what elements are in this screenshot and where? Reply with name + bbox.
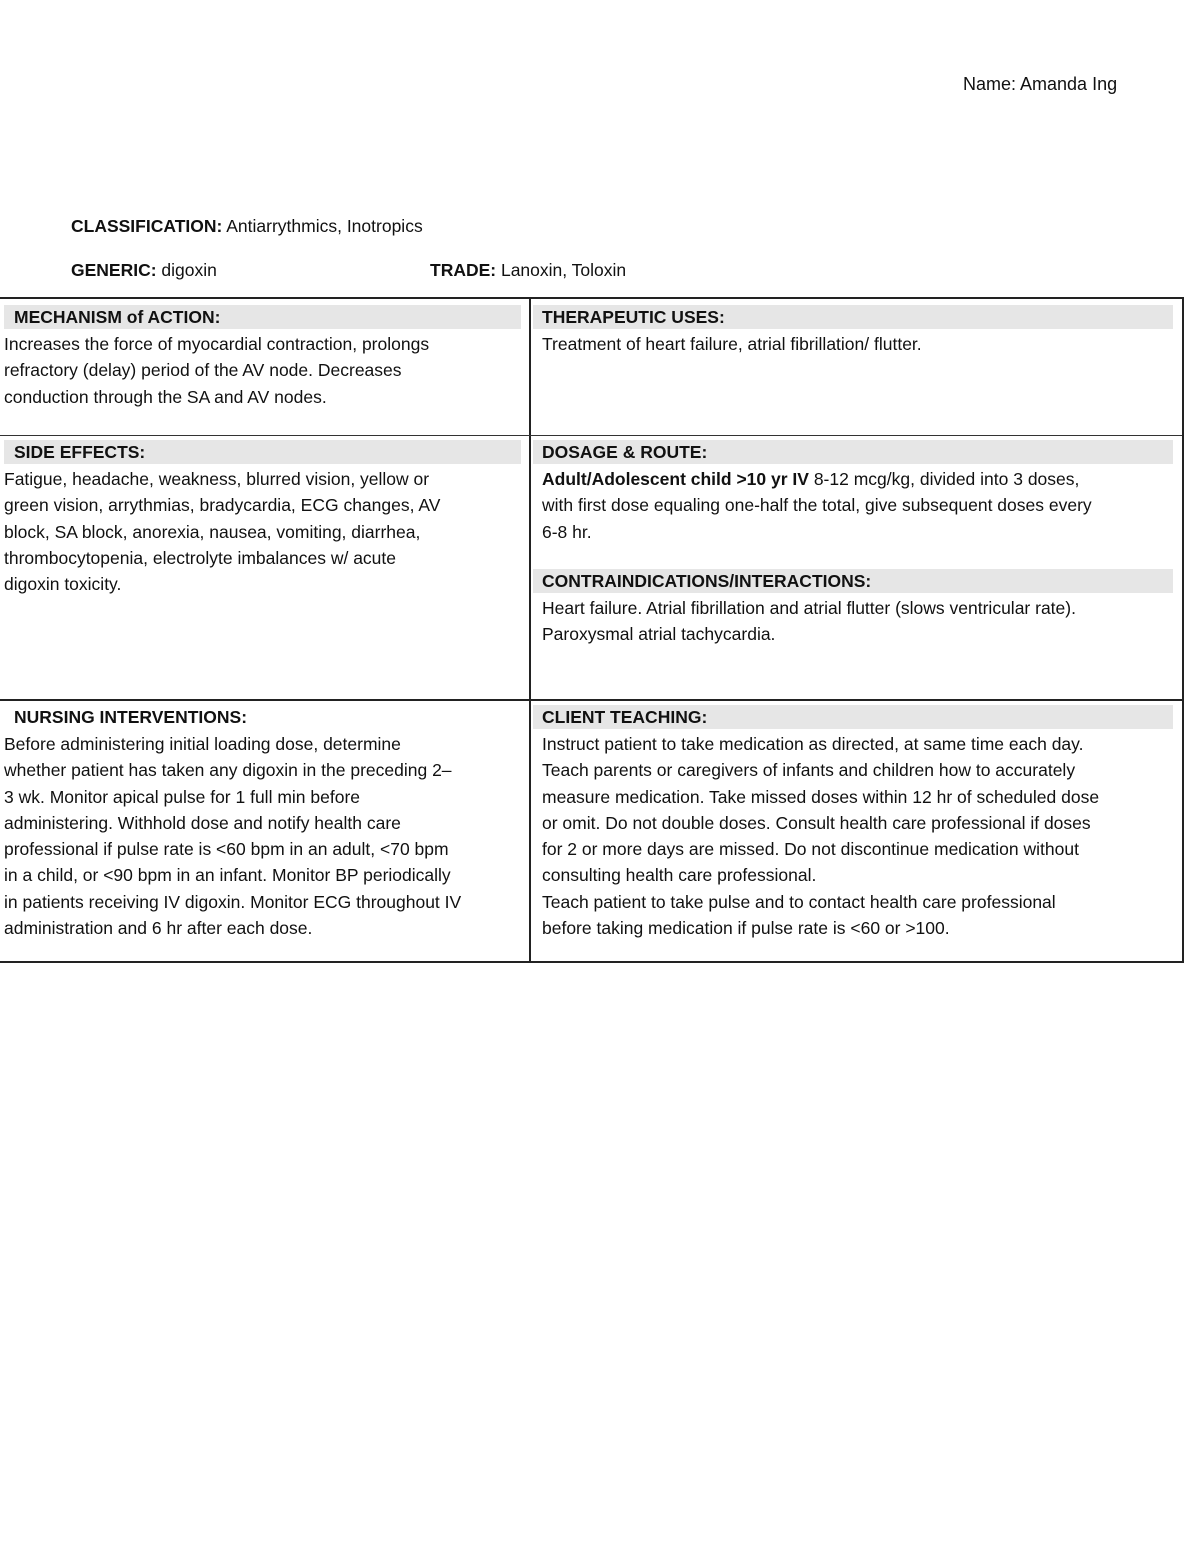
- teaching-line: Teach parents or caregivers of infants and children how to accurately: [542, 760, 1076, 781]
- nursing-line: administration and 6 hr after each dose.: [4, 918, 313, 939]
- teaching-line: or omit. Do not double doses. Consult health care professional if doses: [542, 812, 1091, 833]
- side-effects-title: SIDE EFFECTS:: [4, 440, 521, 464]
- dosage-cell: [533, 440, 1173, 545]
- mechanism-cell: [4, 305, 521, 410]
- dosage-body: [533, 464, 1173, 545]
- side-effects-cell: [4, 440, 521, 597]
- client-teaching-body: [533, 729, 1173, 941]
- dosage-line: [542, 466, 1173, 492]
- teaching-line: for 2 or more days are missed. Do not discontinue medication without: [542, 839, 1079, 860]
- side-effects-line: thrombocytopenia, electrolyte imbalances w/ acute: [4, 547, 397, 568]
- generic-line: [71, 260, 217, 281]
- therapeutic-uses-title: THERAPEUTIC USES:: [533, 305, 1173, 329]
- drug-card-table: [0, 297, 1184, 963]
- student-name: Name: Amanda Ing: [963, 74, 1118, 94]
- nursing-line: administering. Withhold dose and notify health care: [4, 812, 401, 833]
- nursing-line: in patients receiving IV digoxin. Monitor ECG throughout IV: [4, 891, 462, 912]
- client-teaching-cell: [533, 705, 1173, 941]
- trade-label: TRADE:: [430, 260, 497, 280]
- dosage-amount: 8-12 mcg/kg, divided into 3 doses,: [808, 469, 1080, 489]
- nursing-line: Before administering initial loading dose, determine: [4, 734, 401, 754]
- therapeutic-uses-body: [533, 329, 1173, 357]
- trade-value: Lanoxin, Toloxin: [496, 260, 627, 280]
- dosage-line: with first dose equaling one-half the total, give subsequent doses every: [542, 495, 1092, 516]
- side-effects-line: block, SA block, anorexia, nausea, vomiting, diarrhea,: [4, 521, 421, 542]
- teaching-line: before taking medication if pulse rate is <60 or >100.: [542, 918, 950, 939]
- mechanism-line: refractory (delay) period of the AV node. Decreases: [4, 360, 402, 381]
- contraindications-cell: [533, 569, 1173, 648]
- mechanism-line: Increases the force of myocardial contraction, prolongs: [4, 334, 430, 354]
- generic-label: GENERIC:: [71, 260, 157, 280]
- dosage-population: Adult/Adolescent child >10 yr IV: [542, 469, 809, 489]
- teaching-line: Teach patient to take pulse and to contact health care professional: [542, 891, 1056, 912]
- row-divider-1: [0, 435, 1182, 436]
- classification-line: [71, 216, 423, 237]
- therapeutic-uses-cell: [533, 305, 1173, 357]
- mechanism-line: conduction through the SA and AV nodes.: [4, 386, 327, 407]
- nursing-line: 3 wk. Monitor apical pulse for 1 full min before: [4, 786, 360, 807]
- dosage-line: 6-8 hr.: [542, 521, 592, 542]
- nursing-line: whether patient has taken any digoxin in the preceding 2–: [4, 760, 452, 781]
- side-effects-body: [4, 464, 521, 597]
- trade-line: [430, 260, 626, 281]
- mechanism-title: MECHANISM of ACTION:: [4, 305, 521, 329]
- teaching-line: measure medication. Take missed doses within 12 hr of scheduled dose: [542, 786, 1100, 807]
- client-teaching-title: CLIENT TEACHING:: [533, 705, 1173, 729]
- nursing-interventions-cell: [4, 705, 521, 941]
- nursing-interventions-body: [4, 729, 521, 941]
- contraindications-title: CONTRAINDICATIONS/INTERACTIONS:: [533, 569, 1173, 593]
- side-effects-line: green vision, arrythmias, bradycardia, ECG changes, AV: [4, 495, 441, 516]
- classification-label: CLASSIFICATION:: [71, 216, 223, 236]
- mechanism-body: [4, 329, 521, 410]
- teaching-line: consulting health care professional.: [542, 865, 817, 886]
- nursing-line: in a child, or <90 bpm in an infant. Monitor BP periodically: [4, 865, 451, 886]
- therapeutic-uses-line: Treatment of heart failure, atrial fibrillation/ flutter.: [542, 334, 922, 354]
- teaching-line: Instruct patient to take medication as directed, at same time each day.: [542, 734, 1084, 754]
- nursing-line: professional if pulse rate is <60 bpm in an adult, <70 bpm: [4, 839, 449, 860]
- classification-value: Antiarrythmics, Inotropics: [222, 216, 423, 236]
- generic-value: digoxin: [156, 260, 217, 280]
- nursing-interventions-title: NURSING INTERVENTIONS:: [14, 707, 248, 727]
- row-divider-2: [0, 699, 1182, 701]
- contraindications-line: Paroxysmal atrial tachycardia.: [542, 624, 776, 645]
- column-divider: [529, 299, 531, 961]
- side-effects-line: digoxin toxicity.: [4, 574, 122, 595]
- contraindications-line: Heart failure. Atrial fibrillation and atrial flutter (slows ventricular rate).: [542, 598, 1076, 618]
- dosage-title: DOSAGE & ROUTE:: [533, 440, 1173, 464]
- side-effects-line: Fatigue, headache, weakness, blurred vision, yellow or: [4, 469, 430, 489]
- contraindications-body: [533, 593, 1173, 648]
